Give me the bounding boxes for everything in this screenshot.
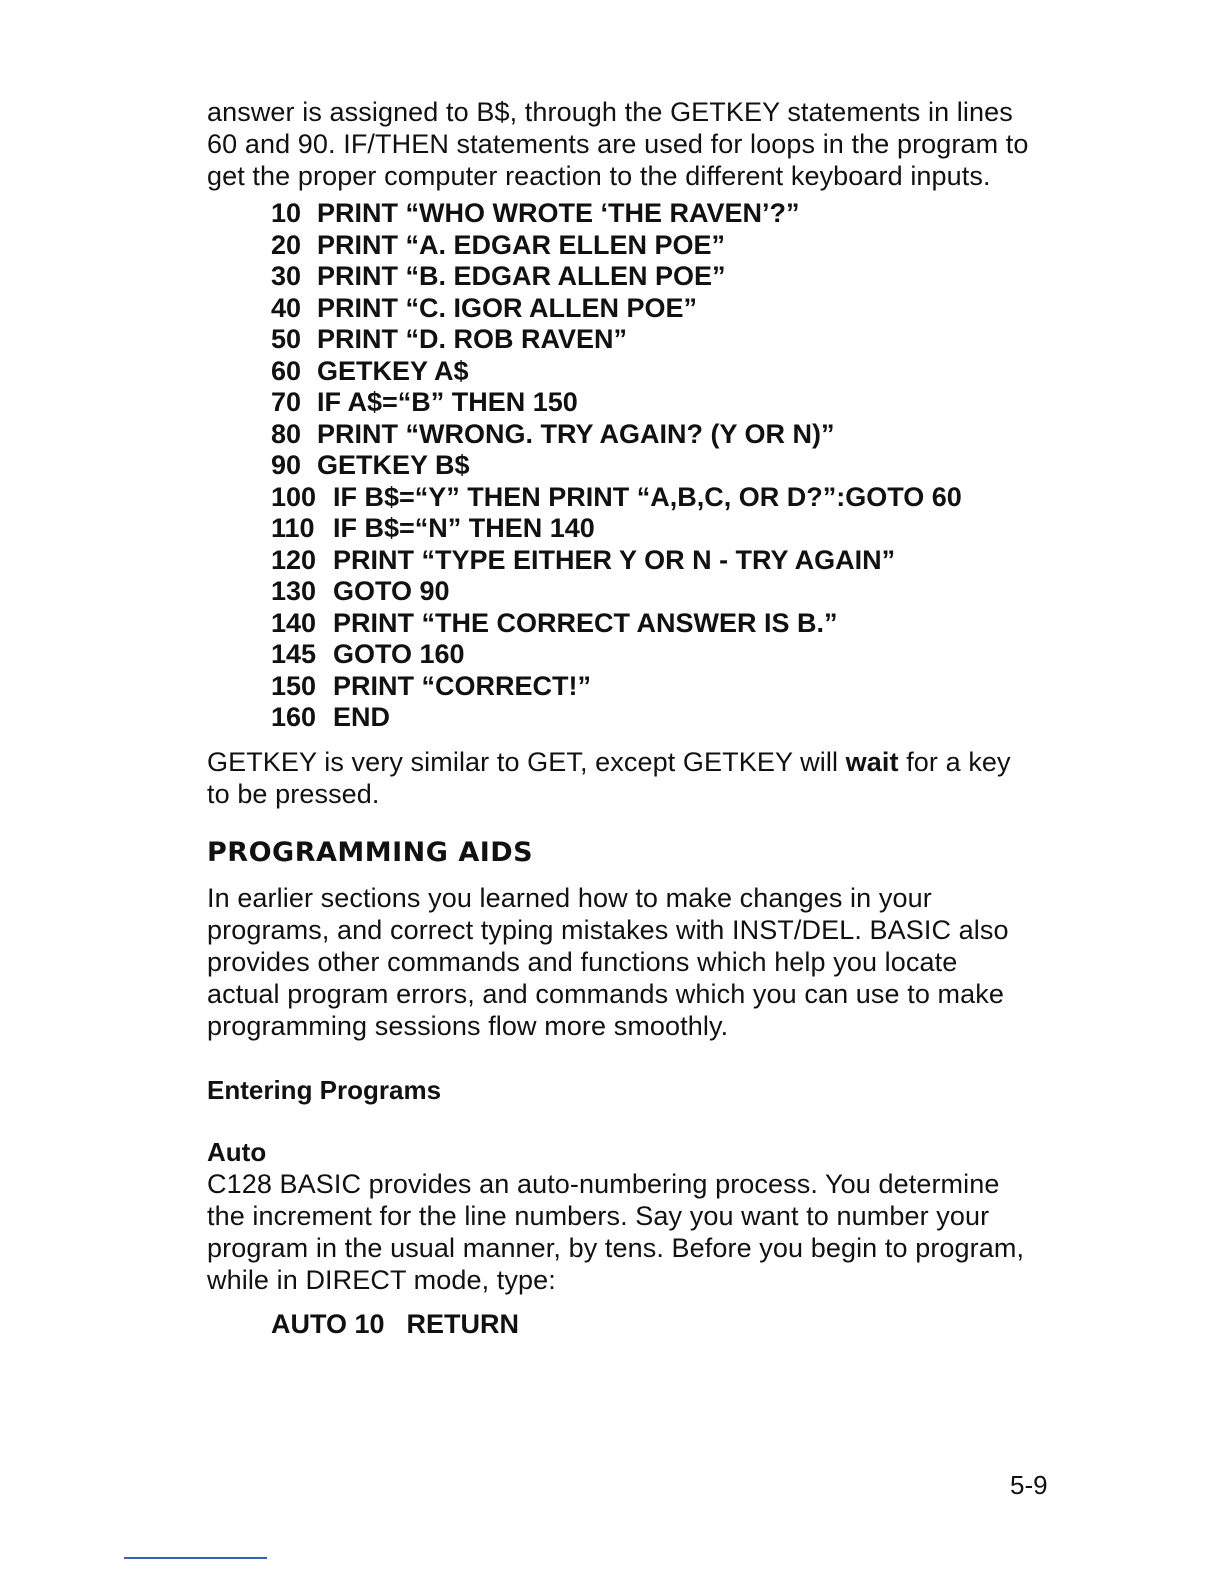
program-line xyxy=(271,387,1037,419)
line-code: GOTO 160 xyxy=(333,639,465,669)
line-number: 140 xyxy=(271,607,317,638)
return-key-label: RETURN xyxy=(406,1308,520,1339)
line-number: 10 xyxy=(271,198,302,228)
auto-paragraph: C128 BASIC provides an auto-numbering process. You determine the increment for the line numbers. Say you want to number your program in the usual manner, by tens. Before you begin to program, while in DIRECT mode, type: xyxy=(207,1168,1025,1295)
section-paragraph: In earlier sections you learned how to make changes in your programs, and correct typing mistakes with INST/DEL. BASIC also provides other commands and functions which help you locate actual program errors, and commands which you can use to make programming sessions flow more smoothly. xyxy=(207,882,1009,1041)
line-number: 60 xyxy=(271,355,302,386)
program-line xyxy=(271,230,1037,262)
auto-command-example xyxy=(271,1308,1037,1340)
line-code: GETKEY B$ xyxy=(317,450,470,480)
program-line xyxy=(271,545,1037,577)
line-code: GETKEY A$ xyxy=(317,355,469,386)
getkey-note xyxy=(207,746,1037,810)
subheading-auto: Auto xyxy=(207,1136,267,1167)
program-line xyxy=(271,513,1037,545)
program-line xyxy=(271,671,1037,703)
line-number: 20 xyxy=(271,229,302,260)
program-line xyxy=(271,198,1037,230)
auto-command: AUTO 10 xyxy=(271,1308,385,1339)
getkey-note-after: for a key to be pressed. xyxy=(207,746,1011,809)
line-code: PRINT “A. EDGAR ELLEN POE” xyxy=(317,229,726,260)
program-line xyxy=(271,608,1037,640)
program-line xyxy=(271,482,1037,514)
getkey-note-before: GETKEY is very similar to GET, except GETKEY will xyxy=(207,746,846,777)
line-code: END xyxy=(333,702,391,732)
program-line xyxy=(271,576,1037,608)
section-heading: PROGRAMMING AIDS xyxy=(207,836,534,868)
line-code: PRINT “THE CORRECT ANSWER IS B.” xyxy=(333,607,838,638)
program-line xyxy=(271,324,1037,356)
intro-paragraph: answer is assigned to B$, through the GETKEY statements in lines 60 and 90. IF/THEN statements are used for loops in the program to get the proper computer reaction to the different keyboard inputs. xyxy=(207,97,1029,191)
line-code: IF B$=“N” THEN 140 xyxy=(333,513,595,543)
line-number: 160 xyxy=(271,702,317,732)
program-line xyxy=(271,639,1037,671)
line-code: IF A$=“B” THEN 150 xyxy=(317,387,578,417)
line-code: PRINT “C. IGOR ALLEN POE” xyxy=(317,292,698,323)
getkey-note-emphasis: wait xyxy=(845,746,899,777)
line-number: 100 xyxy=(271,481,317,512)
line-number: 120 xyxy=(271,544,317,575)
line-number: 130 xyxy=(271,576,317,606)
line-number: 40 xyxy=(271,292,302,323)
line-code: IF B$=“Y” THEN PRINT “A,B,C, OR D?”:GOTO 60 xyxy=(333,481,962,512)
line-number: 90 xyxy=(271,450,302,480)
basic-program-listing xyxy=(271,198,1037,734)
page-number: 5-9 xyxy=(1010,1470,1048,1500)
line-code: GOTO 90 xyxy=(333,576,450,606)
program-line xyxy=(271,293,1037,325)
line-number: 70 xyxy=(271,387,302,417)
line-code: PRINT “B. EDGAR ALLEN POE” xyxy=(317,261,726,291)
line-code: PRINT “WHO WROTE ‘THE RAVEN’?” xyxy=(317,198,800,228)
line-number: 150 xyxy=(271,670,317,701)
line-code: PRINT “CORRECT!” xyxy=(333,670,591,701)
program-line xyxy=(271,450,1037,482)
line-number: 80 xyxy=(271,418,302,449)
program-line xyxy=(271,261,1037,293)
scan-underline-divider xyxy=(124,1557,267,1559)
program-line xyxy=(271,419,1037,451)
line-number: 145 xyxy=(271,639,317,669)
page-content xyxy=(207,96,1037,1340)
line-number: 30 xyxy=(271,261,302,291)
line-code: PRINT “D. ROB RAVEN” xyxy=(317,324,628,354)
line-number: 110 xyxy=(271,513,315,543)
program-line xyxy=(271,702,1037,734)
line-code: PRINT “WRONG. TRY AGAIN? (Y OR N)” xyxy=(317,418,835,449)
line-code: PRINT “TYPE EITHER Y OR N - TRY AGAIN” xyxy=(333,544,896,575)
program-line xyxy=(271,356,1037,388)
subheading-entering-programs: Entering Programs xyxy=(207,1074,442,1105)
line-number: 50 xyxy=(271,324,302,354)
